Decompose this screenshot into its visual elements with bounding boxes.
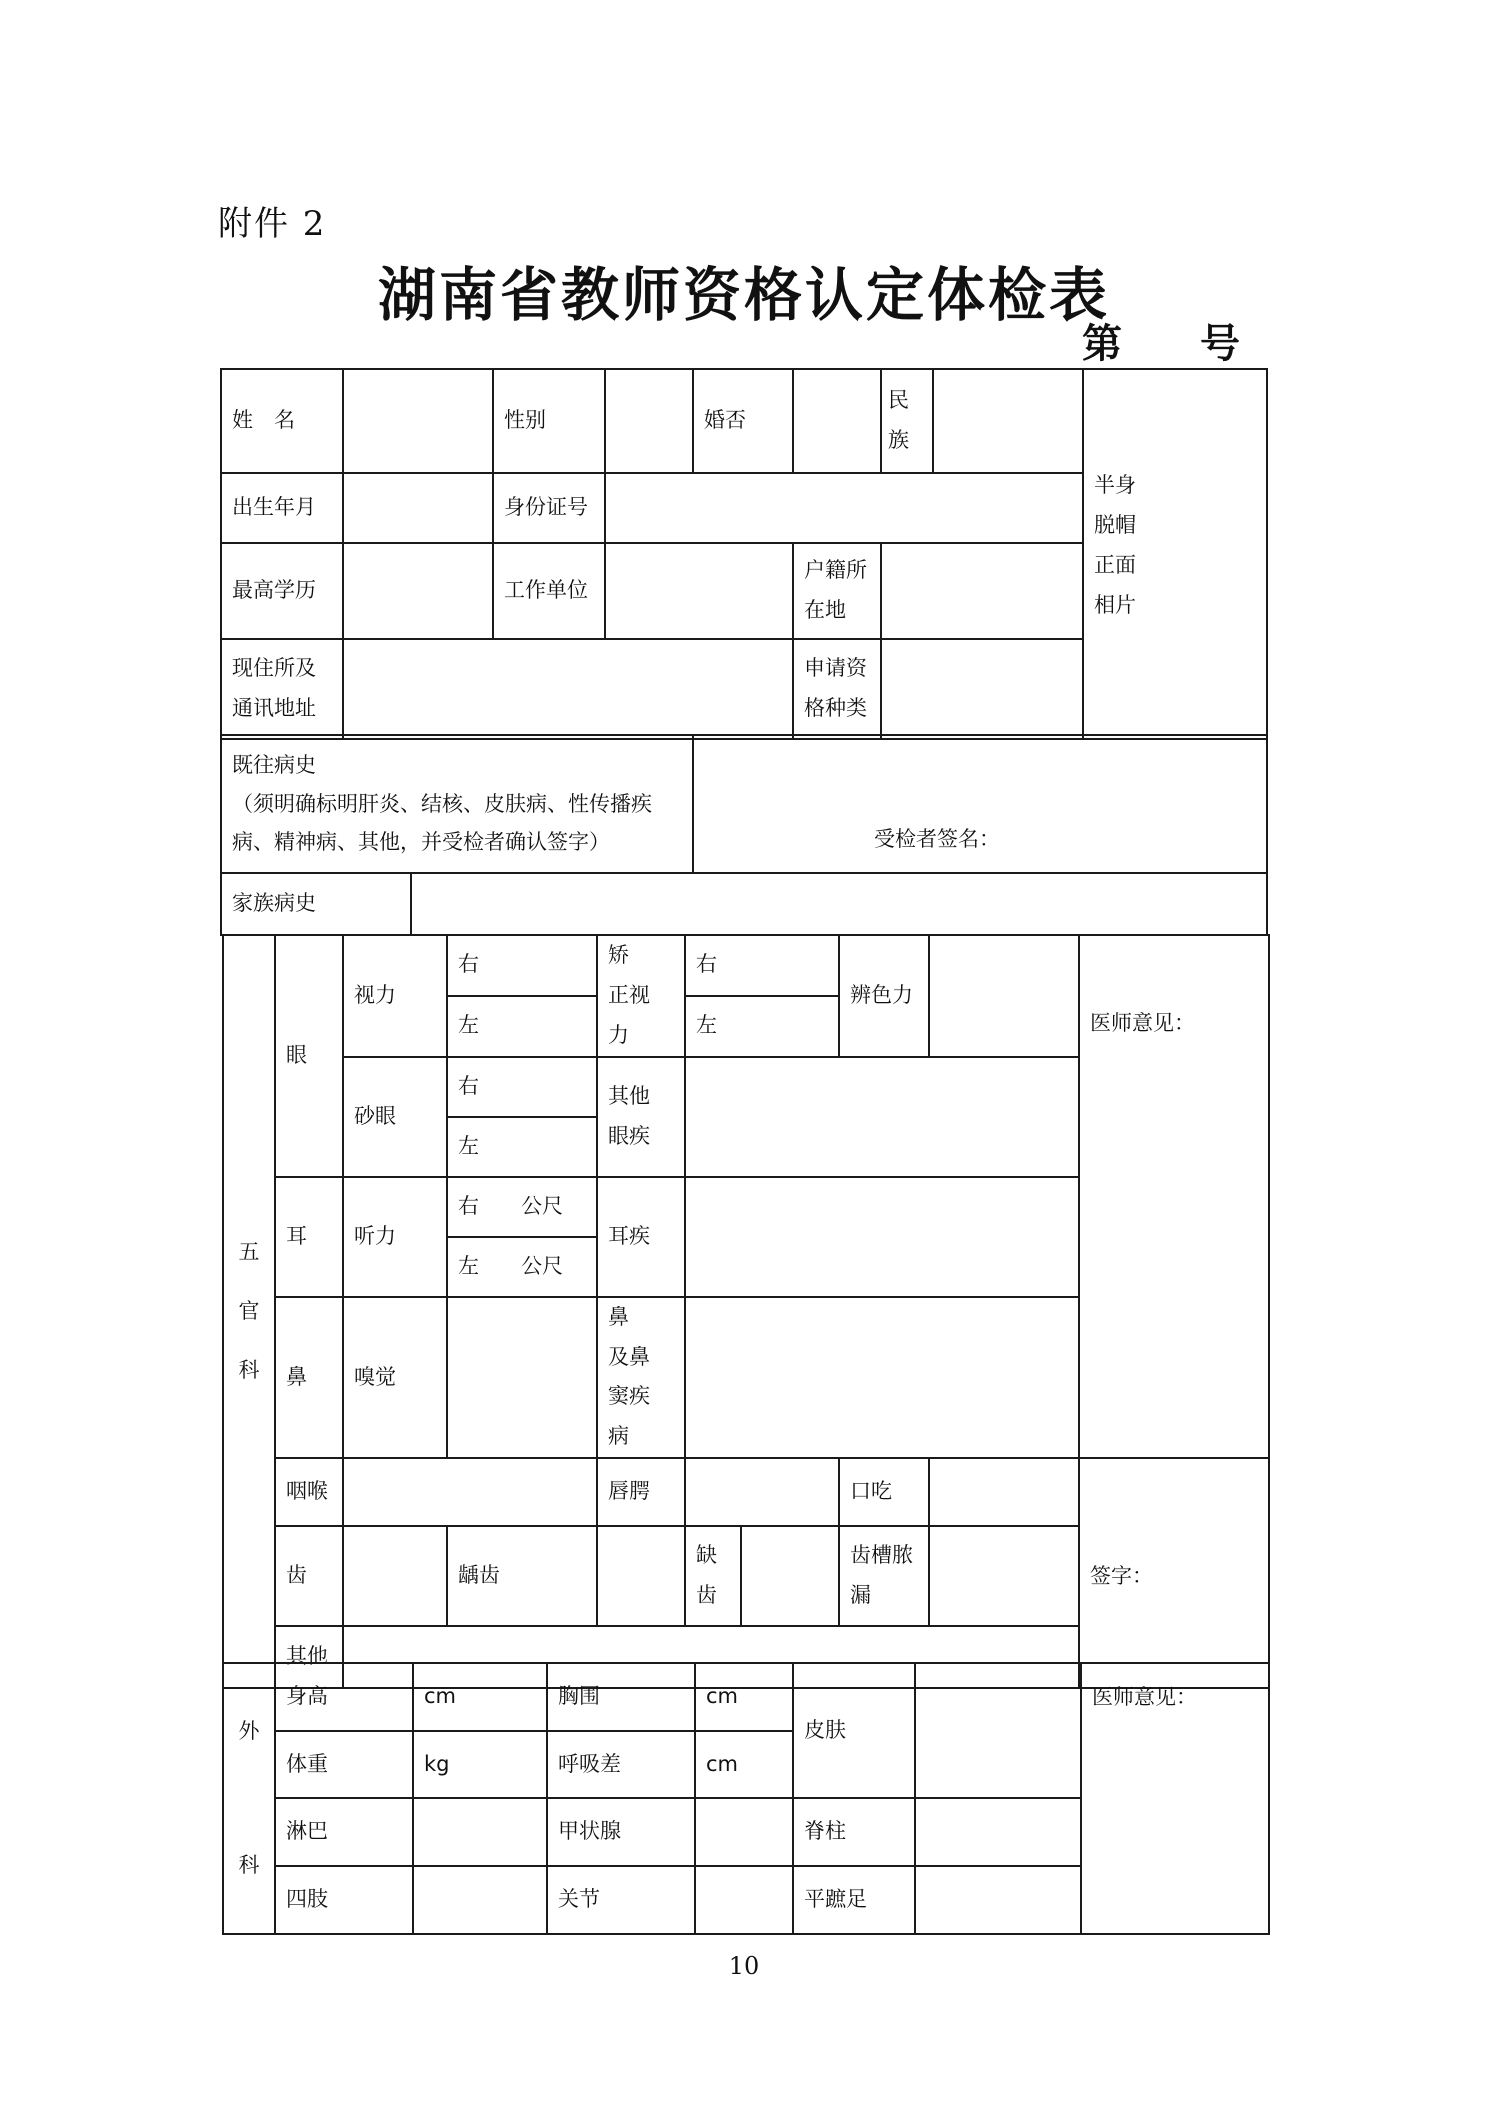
- surgery-section-label: 外科: [223, 1663, 275, 1934]
- lymph-field[interactable]: [413, 1798, 547, 1866]
- spine-field[interactable]: [915, 1798, 1081, 1866]
- other-eye-field[interactable]: [685, 1057, 1079, 1177]
- throat-field[interactable]: [343, 1458, 597, 1526]
- lymph-label: 淋巴: [275, 1798, 413, 1866]
- pyorrhea-field[interactable]: [929, 1526, 1079, 1626]
- eye-label: 眼: [275, 935, 343, 1177]
- flatfoot-label: 平蹠足: [793, 1866, 915, 1934]
- corrected-vision-label: 矫 正视力: [597, 935, 685, 1057]
- color-vision-field[interactable]: [929, 935, 1079, 1057]
- skin-label: 皮肤: [793, 1663, 915, 1798]
- personal-info-table: [220, 368, 1268, 740]
- qual-type-label: 申请资格种类: [793, 639, 881, 739]
- smell-label: 嗅觉: [343, 1297, 447, 1459]
- skin-field[interactable]: [915, 1663, 1081, 1798]
- ear-disease-label: 耳疾: [597, 1177, 685, 1297]
- gender-field[interactable]: [605, 369, 693, 473]
- page-title: 湖南省教师资格认定体检表: [377, 261, 1110, 329]
- examinee-sign-label: 受检者签名：: [874, 827, 1000, 852]
- thyroid-field[interactable]: [695, 1798, 793, 1866]
- id-field[interactable]: [605, 473, 1083, 543]
- trachoma-left-label: 左: [447, 1117, 597, 1177]
- facial-doctor-opinion: 医师意见：: [1090, 1011, 1195, 1035]
- history-table: [220, 734, 1268, 936]
- missing-teeth-field[interactable]: [741, 1526, 839, 1626]
- history-field[interactable]: [693, 735, 1267, 873]
- hearing-label: 听力: [343, 1177, 447, 1297]
- facial-section-label: 五官科: [223, 935, 275, 1688]
- thyroid-label: 甲状腺: [547, 1798, 695, 1866]
- surgery-doctor-opinion: 医师意见：: [1092, 1685, 1197, 1709]
- attachment-label: 附件 2: [218, 204, 327, 244]
- vision-right-label: 右: [447, 935, 597, 996]
- weight-label: 体重: [275, 1731, 413, 1799]
- surgery-opinion-box[interactable]: [1081, 1663, 1269, 1934]
- id-label: 身份证号: [493, 473, 605, 543]
- gender-label: 性别: [493, 369, 605, 473]
- vision-left-label: 左: [447, 996, 597, 1057]
- height-unit[interactable]: cm: [413, 1663, 547, 1731]
- smell-field[interactable]: [447, 1297, 597, 1459]
- stutter-field[interactable]: [929, 1458, 1079, 1526]
- caries-field[interactable]: [597, 1526, 685, 1626]
- family-history-field[interactable]: [411, 873, 1267, 935]
- height-label: 身高: [275, 1663, 413, 1731]
- stutter-label: 口吃: [839, 1458, 929, 1526]
- color-vision-label: 辨色力: [839, 935, 929, 1057]
- chest-label: 胸围: [547, 1663, 695, 1731]
- teeth-field[interactable]: [343, 1526, 447, 1626]
- education-field[interactable]: [343, 543, 493, 639]
- address-field[interactable]: [343, 639, 793, 739]
- marital-field[interactable]: [793, 369, 881, 473]
- hukou-field[interactable]: [881, 543, 1083, 639]
- limbs-field[interactable]: [413, 1866, 547, 1934]
- facial-opinion-box[interactable]: [1079, 935, 1269, 1458]
- photo-box: [1083, 369, 1267, 739]
- cleft-field[interactable]: [685, 1458, 839, 1526]
- surgery-table: [222, 1662, 1270, 1935]
- weight-unit[interactable]: kg: [413, 1731, 547, 1799]
- address-label: 现住所及通讯地址: [221, 639, 343, 739]
- facial-signature-label: 签字：: [1090, 1564, 1153, 1589]
- hukou-label: 户籍所在地: [793, 543, 881, 639]
- education-label: 最高学历: [221, 543, 343, 639]
- name-label: 姓 名: [221, 369, 343, 473]
- history-label: 既往病史 （须明确标明肝炎、结核、皮肤病、性传播疾病、精神病、其他，并受检者确认签字）: [221, 735, 693, 873]
- history-note: （须明确标明肝炎、结核、皮肤病、性传播疾病、精神病、其他，并受检者确认签字）: [232, 791, 652, 855]
- photo-label: 半身脱帽正面相片: [1094, 473, 1136, 617]
- breath-unit[interactable]: cm: [695, 1731, 793, 1799]
- joints-field[interactable]: [695, 1866, 793, 1934]
- trachoma-label: 砂眼: [343, 1057, 447, 1177]
- serial-di: 第: [1082, 320, 1122, 367]
- name-field[interactable]: [343, 369, 493, 473]
- pyorrhea-label: 齿槽脓漏: [839, 1526, 929, 1626]
- joints-label: 关节: [547, 1866, 695, 1934]
- employer-label: 工作单位: [493, 543, 605, 639]
- teeth-label: 齿: [275, 1526, 343, 1626]
- ethnicity-label: 民族: [881, 369, 933, 473]
- page-number: 10: [728, 1952, 760, 1980]
- marital-label: 婚否: [693, 369, 793, 473]
- serial-hao: 号: [1200, 320, 1240, 367]
- ear-label: 耳: [275, 1177, 343, 1297]
- ethnicity-field[interactable]: [933, 369, 1083, 473]
- family-history-label: 家族病史: [221, 873, 411, 935]
- spine-label: 脊柱: [793, 1798, 915, 1866]
- facial-table: [222, 934, 1270, 1689]
- facial-sign-box[interactable]: [1079, 1458, 1269, 1688]
- other-eye-label: 其他眼疾: [597, 1057, 685, 1177]
- breath-label: 呼吸差: [547, 1731, 695, 1799]
- birth-label: 出生年月: [221, 473, 343, 543]
- caries-label: 龋齿: [447, 1526, 597, 1626]
- limbs-label: 四肢: [275, 1866, 413, 1934]
- employer-field[interactable]: [605, 543, 793, 639]
- hearing-right-label: 右 公尺: [447, 1177, 597, 1237]
- corrected-right-label: 右: [685, 935, 839, 996]
- nose-label: 鼻: [275, 1297, 343, 1459]
- trachoma-right-label: 右: [447, 1057, 597, 1117]
- chest-unit[interactable]: cm: [695, 1663, 793, 1731]
- flatfoot-field[interactable]: [915, 1866, 1081, 1934]
- cleft-label: 唇腭: [597, 1458, 685, 1526]
- sinus-field[interactable]: [685, 1297, 1079, 1459]
- other-label: 其他: [275, 1626, 343, 1688]
- qual-type-field[interactable]: [881, 639, 1083, 739]
- missing-teeth-label: 缺齿: [685, 1526, 741, 1626]
- birth-field[interactable]: [343, 473, 493, 543]
- hearing-left-label: 左 公尺: [447, 1237, 597, 1297]
- throat-label: 咽喉: [275, 1458, 343, 1526]
- corrected-left-label: 左: [685, 996, 839, 1057]
- ear-disease-field[interactable]: [685, 1177, 1079, 1297]
- vision-label: 视力: [343, 935, 447, 1057]
- sinus-label: 鼻 及鼻 窦疾病: [597, 1297, 685, 1459]
